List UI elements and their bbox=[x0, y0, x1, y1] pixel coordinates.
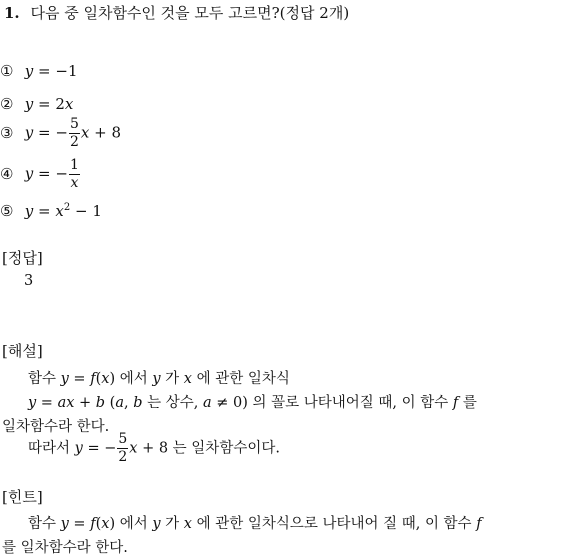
option-mark: ④ bbox=[0, 164, 14, 183]
option-mark: ① bbox=[0, 62, 14, 80]
exponent: 2 bbox=[63, 202, 71, 213]
var-x: x bbox=[80, 123, 90, 142]
question-text: 다음 중 일차함수인 것을 모두 고르면?(정답 2개) bbox=[30, 4, 350, 22]
fraction bbox=[69, 157, 80, 192]
explanation-line-2: y = ax + b (a, b 는 상수, a ≠ 0) 의 꼴로 나타내어질 때, 이 함수 f 를 bbox=[28, 395, 477, 411]
fraction: $\frac{5}{2}$ bbox=[118, 431, 128, 465]
fraction bbox=[69, 116, 80, 151]
explanation-line-1: 함수 y = f(x) 에서 y 가 x 에 관한 일차식 bbox=[28, 371, 290, 387]
answer-value: 3 bbox=[24, 273, 34, 289]
math-text: − 1 bbox=[70, 202, 102, 220]
option-3 bbox=[0, 116, 121, 151]
math-text: + 8 bbox=[89, 123, 121, 142]
hint-line-1: 함수 y = f(x) 에서 y 가 x 에 관한 일차식으로 나타내어 질 때, 이 함수 f bbox=[28, 516, 482, 532]
option-mark: ② bbox=[0, 95, 14, 113]
explanation-heading: [해설] bbox=[2, 342, 43, 360]
explanation-line-4: 따라서 y = − $\frac{5}{2}$ x + 8 는 일차함수이다. bbox=[28, 431, 280, 465]
numerator: 1 bbox=[69, 157, 79, 173]
option-1 bbox=[0, 62, 77, 80]
hint-heading: [힌트] bbox=[2, 488, 43, 506]
var-y: y bbox=[24, 62, 34, 80]
math-text: = 2 bbox=[33, 95, 65, 113]
explanation-line-3: 일차함수라 한다. bbox=[2, 419, 110, 435]
denominator: 2 bbox=[69, 134, 79, 150]
var-y: y bbox=[24, 202, 34, 220]
question-number: 1. bbox=[4, 4, 20, 22]
var-x: x bbox=[64, 95, 74, 113]
option-4 bbox=[0, 157, 81, 192]
math-text: = − bbox=[33, 123, 68, 142]
var-x: x bbox=[55, 202, 64, 220]
answer-heading: [정답] bbox=[2, 249, 43, 267]
question bbox=[4, 2, 349, 23]
option-mark: ③ bbox=[0, 123, 14, 142]
denominator: x bbox=[70, 175, 79, 191]
var-y: y bbox=[24, 164, 34, 183]
var-y: y bbox=[24, 123, 34, 142]
option-mark: ⑤ bbox=[0, 202, 14, 220]
var-y: y bbox=[24, 95, 34, 113]
option-2 bbox=[0, 95, 73, 113]
hint-line-2: 를 일차함수라 한다. bbox=[2, 540, 128, 556]
math-text: = −1 bbox=[33, 62, 78, 80]
math-text: = − bbox=[33, 164, 68, 183]
numerator: 5 bbox=[69, 116, 79, 132]
option-5 bbox=[0, 202, 102, 220]
math-text: = bbox=[33, 202, 56, 220]
